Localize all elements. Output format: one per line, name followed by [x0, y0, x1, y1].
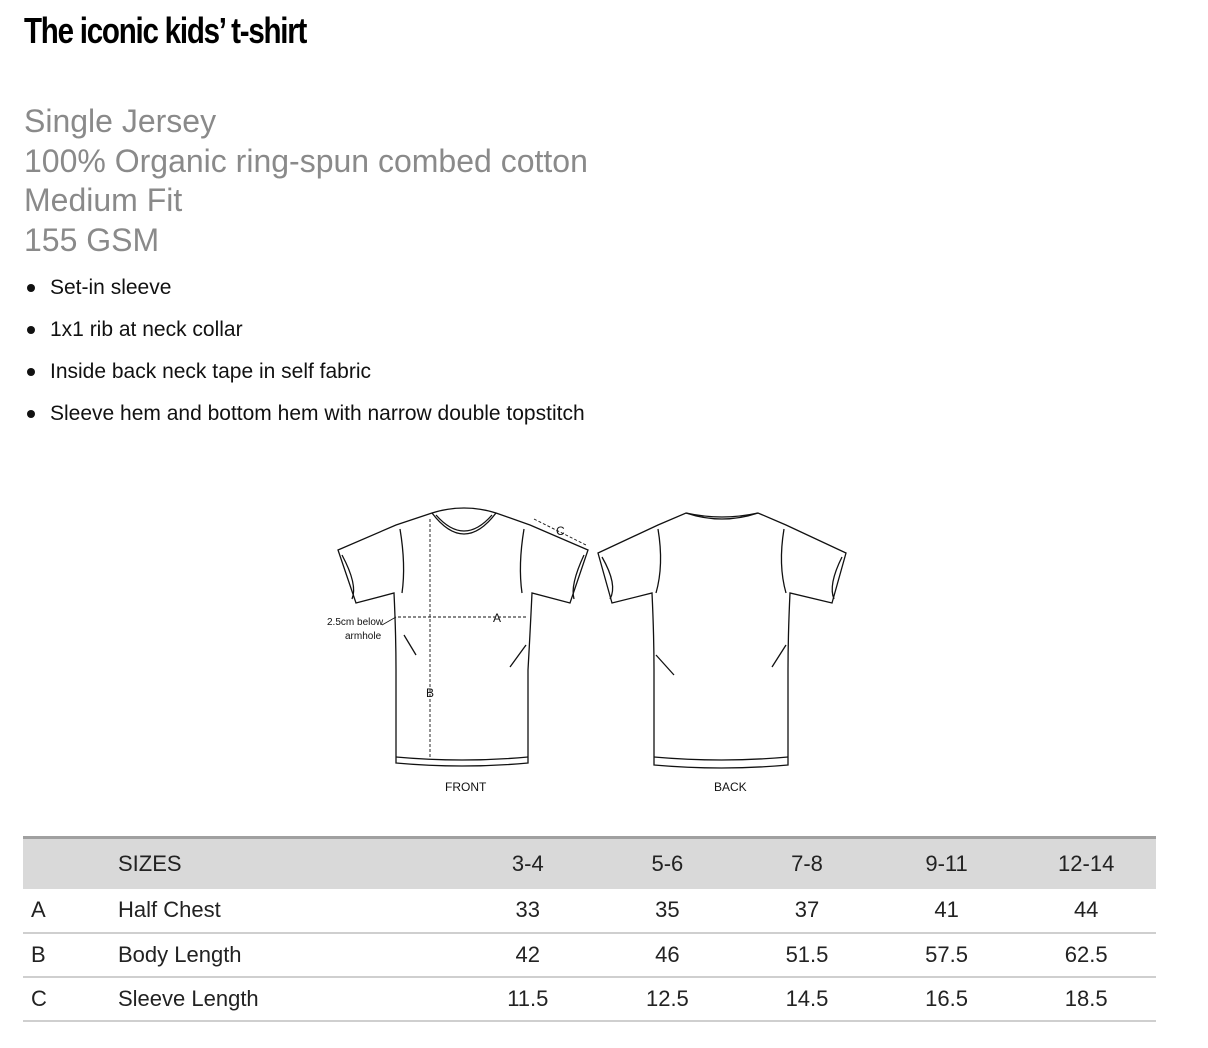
table-cell: 37 [794, 897, 820, 922]
table-row [23, 977, 1156, 1021]
feature-item [24, 270, 585, 312]
header-letter [23, 838, 118, 889]
header-size-3-4: 3-4 [458, 838, 598, 889]
table-cell: 42 [515, 941, 541, 967]
header-size-5-6: 5-6 [598, 838, 738, 889]
table-cell: 44 [1073, 897, 1099, 922]
table-cell: 51.5 [785, 941, 829, 967]
spec-weight: 155 GSM [24, 221, 160, 258]
front-label: FRONT [445, 780, 487, 794]
measure-b-label: B [426, 686, 435, 700]
front-measure-lines [398, 519, 586, 759]
spec-fabric: Single Jersey [24, 103, 217, 139]
bullet-icon [27, 368, 35, 376]
table-cell: 18.5 [1064, 985, 1108, 1011]
table-cell: 14.5 [785, 985, 829, 1011]
bullet-icon [27, 410, 35, 418]
measure-c-label: C [556, 524, 565, 538]
bullet-icon [27, 326, 35, 334]
page-title: The iconic kids’ t-shirt [24, 10, 307, 51]
size-header-row [23, 838, 1156, 889]
bullet-icon [27, 284, 35, 292]
back-label: BACK [714, 780, 747, 794]
table-cell: 41 [934, 897, 959, 922]
table-row [23, 933, 1156, 977]
row-letter: C [31, 985, 47, 1011]
row-letter: A [31, 897, 46, 922]
row-name: Sleeve Length [118, 985, 259, 1011]
tshirt-diagram [320, 495, 880, 805]
spec-composition: 100% Organic ring-spun combed cotton [24, 142, 588, 179]
measure-a-label: A [493, 611, 502, 625]
feature-item [24, 312, 585, 354]
header-size-7-8: 7-8 [737, 838, 877, 889]
measure-note-line2: armhole [345, 631, 382, 642]
fabric-specs [24, 102, 588, 260]
measure-note-line1: 2.5cm below [327, 617, 384, 628]
spec-fit: Medium Fit [24, 182, 183, 218]
table-cell: 33 [515, 897, 541, 922]
feature-text: Set-in sleeve [50, 276, 172, 299]
table-cell: 12.5 [645, 985, 689, 1011]
table-cell: 57.5 [925, 941, 968, 967]
table-row [23, 889, 1156, 933]
feature-text: Inside back neck tape in self fabric [50, 360, 372, 383]
feature-item [24, 396, 585, 438]
table-cell: 16.5 [925, 985, 968, 1011]
feature-item [24, 354, 585, 396]
header-size-9-11: 9-11 [877, 838, 1017, 889]
feature-text: Sleeve hem and bottom hem with narrow double topstitch [50, 402, 585, 425]
size-table [23, 836, 1156, 1022]
feature-list [24, 270, 585, 438]
table-cell: 35 [655, 897, 680, 922]
header-size-12-14: 12-14 [1016, 838, 1156, 889]
back-tshirt-drawing [598, 513, 846, 768]
table-cell: 62.5 [1064, 941, 1108, 967]
table-cell: 11.5 [507, 985, 549, 1011]
row-letter: B [31, 941, 46, 967]
row-name: Half Chest [118, 897, 221, 922]
row-name: Body Length [118, 941, 242, 967]
feature-text: 1x1 rib at neck collar [50, 318, 243, 341]
table-cell: 46 [655, 941, 680, 967]
note-pointer [382, 617, 396, 625]
header-sizes: SIZES [118, 838, 458, 889]
tshirt-technical-drawing [320, 495, 880, 805]
